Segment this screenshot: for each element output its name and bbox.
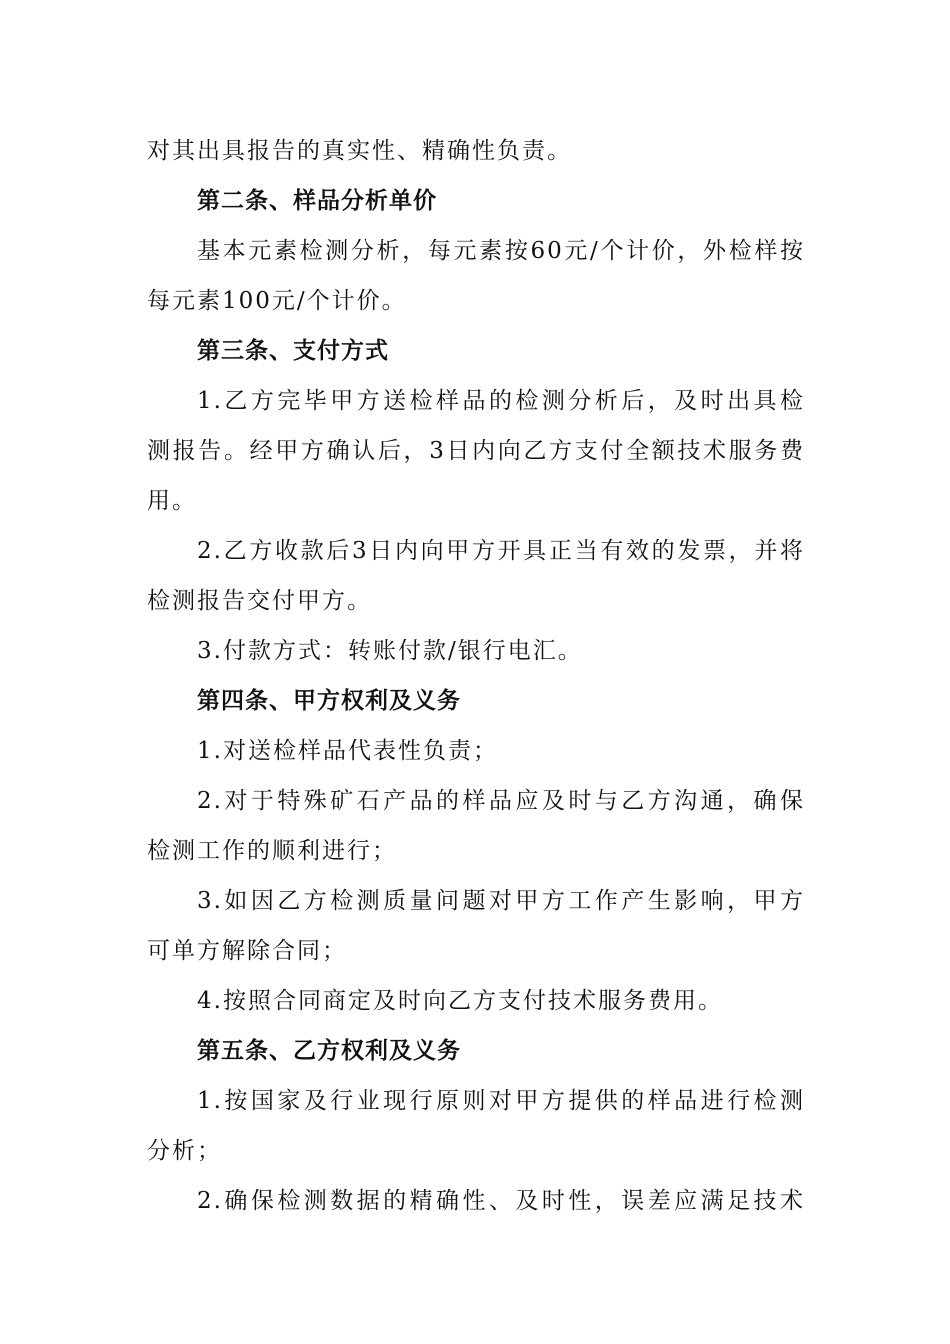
paragraph-line: 3.付款方式：转账付款/银行电汇。 [197,638,583,664]
paragraph-line: 测报告。经甲方确认后，3日内向乙方支付全额技术服务费 [147,438,805,464]
paragraph-line: 3.如因乙方检测质量问题对甲方工作产生影响，甲方 [197,888,805,914]
paragraph-line: 用。 [147,488,197,514]
paragraph-line: 2.确保检测数据的精确性、及时性，误差应满足技术 [197,1188,805,1214]
paragraph-line: 1.对送检样品代表性负责； [197,738,498,764]
paragraph-line: 基本元素检测分析，每元素按60元/个计价，外检样按 [197,238,805,264]
section-heading-article-5: 第五条、乙方权利及义务 [197,1038,461,1064]
paragraph-line: 检测工作的顺利进行； [147,838,397,864]
paragraph-line: 对其出具报告的真实性、精确性负责。 [147,138,572,164]
paragraph-line: 每元素100元/个计价。 [147,288,407,314]
paragraph-line: 可单方解除合同； [147,938,347,964]
section-heading-article-3: 第三条、支付方式 [197,338,389,364]
paragraph-line: 分析； [147,1138,222,1164]
paragraph-line: 检测报告交付甲方。 [147,588,372,614]
paragraph-line: 1.乙方完毕甲方送检样品的检测分析后，及时出具检 [197,388,805,414]
document-body [147,126,805,1226]
section-heading-article-2: 第二条、样品分析单价 [197,188,437,214]
paragraph-line: 4.按照合同商定及时向乙方支付技术服务费用。 [197,988,723,1014]
paragraph-line: 1.按国家及行业现行原则对甲方提供的样品进行检测 [197,1088,805,1114]
paragraph-line: 2.对于特殊矿石产品的样品应及时与乙方沟通，确保 [197,788,805,814]
paragraph-line: 2.乙方收款后3日内向甲方开具正当有效的发票，并将 [197,538,805,564]
section-heading-article-4: 第四条、甲方权利及义务 [197,688,461,714]
